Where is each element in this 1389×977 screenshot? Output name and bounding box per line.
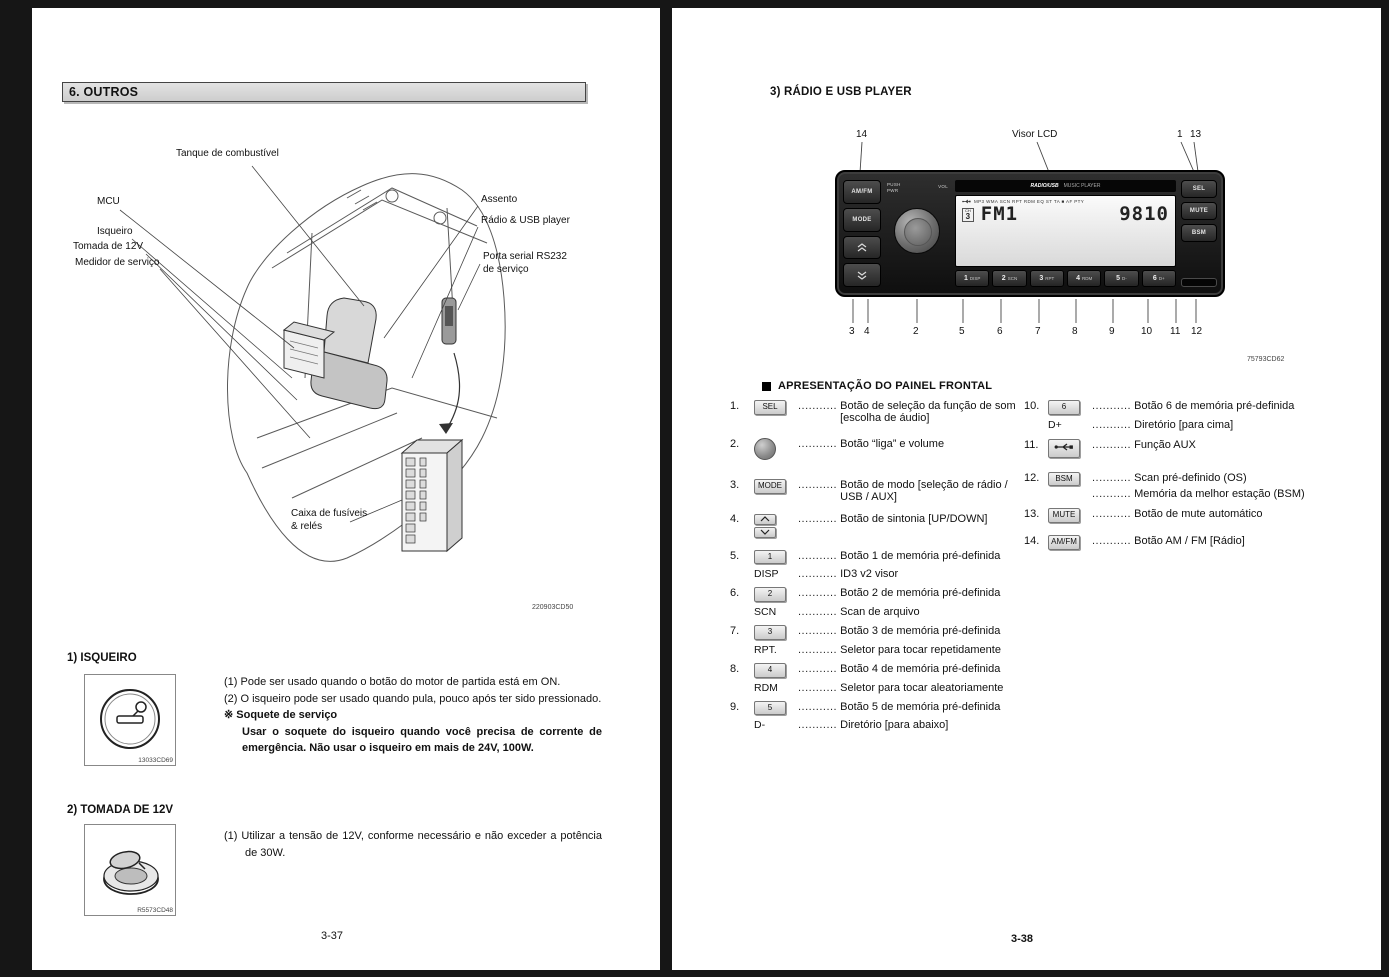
callout-hour-meter: Medidor de serviço — [75, 257, 160, 268]
chevron-down-icon — [856, 271, 868, 280]
callout-rs232: Porta serial RS232 de serviço — [483, 251, 567, 275]
callout-12v-socket: Tomada de 12V — [73, 241, 144, 252]
panel-item: 12. BSM ........... Scan pré-definido (OS) — [1024, 472, 1376, 487]
panel-item: 13. MUTE ........... Botão de mute automático — [1024, 508, 1376, 523]
panel-item: 6. 2 ........... Botão 2 de memória pré-definida — [730, 587, 1026, 602]
panel-subitem: RDM ........... Seletor para tocar aleatoriamente — [754, 681, 1004, 694]
lighter-note-body: Usar o soquete do isqueiro quando você precisa de corrente de emergência. Não usar o isqueiro em mais de 24V, 100W. — [242, 725, 602, 754]
preset-4-button-icon: 4 — [754, 663, 786, 678]
preset-6-button: 6 D+ — [1142, 270, 1176, 287]
lighter-item-1: (1) Pode ser usado quando o botão do motor de partida está em ON. — [224, 676, 561, 688]
usb-button-icon — [1048, 439, 1080, 458]
chevron-up-icon — [856, 243, 868, 252]
tune-up-icon — [754, 514, 776, 525]
radio-center — [955, 180, 1176, 287]
callout-14: 14 — [856, 129, 868, 140]
mode-button-icon: MODE — [754, 479, 786, 494]
radio-left-buttons — [843, 180, 881, 287]
panel-subitem: D+ ........... Diretório [para cima] — [1048, 418, 1234, 431]
preset-4-button: 4 RDM — [1067, 270, 1101, 287]
callout-1: 1 — [1177, 129, 1183, 140]
tune-buttons-icon — [754, 514, 776, 538]
usb-icon — [1054, 442, 1074, 452]
sel-button: SEL — [1181, 180, 1217, 198]
bsm-button: BSM — [1181, 224, 1217, 242]
callout-6: 6 — [997, 326, 1003, 337]
preset-2-button-icon: 2 — [754, 587, 786, 602]
power-socket-icon — [87, 827, 173, 913]
page-right — [672, 8, 1381, 970]
preset-6-button-icon: 6 — [1048, 400, 1080, 415]
page-number-right: 3-38 — [1010, 933, 1034, 945]
d-plus-label: D+ — [1048, 418, 1062, 431]
lighter-item-2: (2) O isqueiro pode ser usado quando pula, pouco após ter sido pressionado. — [224, 692, 602, 705]
lighter-text — [224, 674, 602, 757]
d-minus-label: D- — [754, 719, 766, 732]
callout-seat: Assento — [481, 194, 518, 205]
callout-fusebox: Caixa de fusíveis & relés — [291, 508, 368, 532]
panel-item: 14. AM/FM ........... Botão AM / FM [Rádio] — [1024, 535, 1376, 550]
socket-section-title: 2) TOMADA DE 12V — [67, 804, 174, 816]
radio-right-buttons — [1181, 180, 1217, 287]
callout-4: 4 — [864, 326, 870, 337]
panel-item: 10. 6 ........... Botão 6 de memória pré-definida — [1024, 400, 1376, 415]
pwr-label: PWR — [887, 188, 899, 193]
preset-1-button: 1 DISP — [955, 270, 989, 287]
callout-5: 5 — [959, 326, 965, 337]
panel-item: 4. ........... Botão de sintonia [UP/DOWN] — [730, 513, 1026, 538]
panel-item: 7. 3 ........... Botão 3 de memória pré-definida — [730, 625, 1026, 640]
mute-button-icon: MUTE — [1048, 508, 1080, 523]
callout-lighter: Isqueiro — [97, 226, 133, 237]
cab-diagram — [62, 138, 632, 638]
callout-3: 3 — [849, 326, 855, 337]
lcd-band-text: FM1 — [980, 203, 1019, 225]
panel-subitem: D- ........... Diretório [para abaixo] — [754, 719, 949, 732]
sel-button-icon: SEL — [754, 400, 786, 415]
preset-1-button-icon: 1 — [754, 550, 786, 565]
panel-list-left — [730, 400, 1026, 738]
panel-item: 8. 4 ........... Botão 4 de memória pré-definida — [730, 663, 1026, 678]
preset-3-button: 3 RPT — [1030, 270, 1064, 287]
panel-subitem: ........... Memória da melhor estação (BSM) — [1092, 488, 1305, 501]
socket-text — [224, 828, 602, 861]
socket-item-1: (1) Utilizar a tensão de 12V, conforme necessário e não exceder a potência de 30W. — [224, 830, 602, 859]
bsm-button-icon: BSM — [1048, 472, 1080, 487]
callout-mcu: MCU — [97, 196, 120, 207]
preset-5-button-icon: 5 — [754, 701, 786, 716]
preset-3-button-icon: 3 — [754, 625, 786, 640]
lighter-image — [84, 674, 176, 766]
callout-fuel-tank: Tanque de combustível — [176, 148, 279, 159]
aux-port — [1181, 278, 1217, 287]
preset-5-button: 5 D- — [1104, 270, 1138, 287]
volume-knob-zone — [886, 180, 950, 287]
section-header: 6. OUTROS — [62, 82, 586, 102]
lcd-display — [955, 195, 1176, 267]
lcd-frequency-text: 9810 — [1119, 203, 1169, 225]
amfm-button-icon: AM/FM — [1048, 535, 1080, 550]
figure-code: 220903CD50 — [532, 604, 574, 611]
callout-visor-lcd: Visor LCD — [1012, 129, 1058, 140]
tune-down-button — [843, 263, 881, 287]
panel-subitem: DISP ........... ID3 v2 visor — [754, 568, 899, 581]
disp-label: DISP — [754, 568, 779, 581]
panel-subitem: SCN ........... Scan de arquivo — [754, 606, 920, 619]
lcd-icon-row: MP3 WMA SCN RPT RDM EQ ST TA ■ AF PTY — [962, 199, 1169, 204]
page-number-left: 3-37 — [320, 930, 344, 942]
amfm-button: AM/FM — [843, 180, 881, 204]
panel-list-right — [1024, 400, 1376, 556]
radio-figure — [812, 126, 1292, 374]
page-left — [32, 8, 660, 970]
image-code: R5573CD48 — [137, 907, 173, 914]
tune-down-icon — [754, 527, 776, 538]
panel-item: 1. SEL ........... Botão de seleção da função de som [escolha de áudio] — [730, 400, 1016, 424]
lcd-channel: CH 3 — [962, 208, 974, 222]
volume-knob-icon — [754, 438, 776, 460]
rpt-label: RPT. — [754, 643, 777, 656]
preset-button-row — [955, 270, 1176, 287]
callout-radio-usb: Rádio & USB player — [481, 215, 570, 226]
callout-7: 7 — [1035, 326, 1041, 337]
rdm-label: RDM — [754, 681, 778, 694]
panel-item: 3. MODE ........... Botão de modo [seleção de rádio / USB / AUX] — [730, 479, 1008, 503]
figure-code: 75793CD62 — [1247, 356, 1285, 363]
callout-13: 13 — [1190, 129, 1202, 140]
cigarette-lighter-icon — [87, 677, 173, 763]
square-bullet-icon — [762, 382, 771, 391]
radio-faceplate — [835, 170, 1225, 297]
callout-2: 2 — [913, 326, 919, 337]
radio-section-title: 3) RÁDIO E USB PLAYER — [770, 86, 912, 98]
vol-label: VOL — [938, 184, 948, 189]
brand-strip: RADIO/USB MUSIC PLAYER — [955, 180, 1176, 192]
callout-8: 8 — [1072, 326, 1078, 337]
panel-item: 5. 1 ........... Botão 1 de memória pré-definida — [730, 550, 1026, 565]
spacer — [1181, 246, 1217, 274]
volume-knob — [894, 208, 940, 254]
scn-label: SCN — [754, 606, 777, 619]
panel-item: 11. ........... Função AUX — [1024, 439, 1376, 458]
panel-item: 9. 5 ........... Botão 5 de memória pré-definida — [730, 701, 1026, 716]
callout-9: 9 — [1109, 326, 1115, 337]
panel-item: 2. ........... Botão “liga” e volume — [730, 438, 1026, 463]
machine-line-art — [62, 138, 632, 638]
lcd-main-row — [962, 205, 1169, 224]
callout-10: 10 — [1141, 326, 1153, 337]
usb-icon — [962, 199, 971, 204]
lighter-section-title: 1) ISQUEIRO — [67, 652, 137, 664]
mute-button: MUTE — [1181, 202, 1217, 220]
socket-image — [84, 824, 176, 916]
callout-12: 12 — [1191, 326, 1203, 337]
lighter-note-title: ※ Soquete de serviço — [224, 709, 338, 721]
mode-button: MODE — [843, 208, 881, 232]
push-label: PUSH — [887, 182, 901, 187]
callout-11: 11 — [1170, 326, 1181, 337]
panel-section-header: APRESENTAÇÃO DO PAINEL FRONTAL — [762, 380, 992, 392]
panel-subitem: RPT. ........... Seletor para tocar repetidamente — [754, 643, 1001, 656]
preset-2-button: 2 SCN — [992, 270, 1026, 287]
image-code: 13033CD69 — [138, 757, 173, 764]
tune-up-button — [843, 236, 881, 260]
